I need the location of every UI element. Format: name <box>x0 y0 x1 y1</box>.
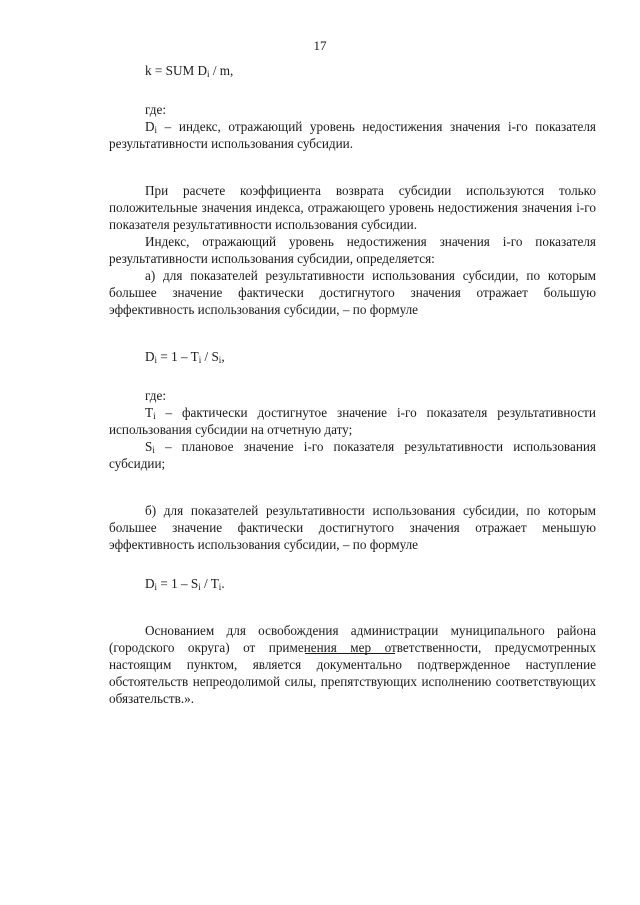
formula-b-sub: i <box>198 582 201 592</box>
formula-k-rhs: / m, <box>209 63 234 78</box>
formula-k-lhs: k = SUM D <box>145 63 208 78</box>
formula-b-sub: i <box>154 582 158 592</box>
def-d-symbol: D <box>145 119 155 134</box>
formula-a-part: / S <box>201 349 219 364</box>
page-number: 17 <box>313 38 327 53</box>
formula-b-part: . <box>221 576 225 591</box>
formula-a-sub: i <box>198 355 202 365</box>
formula-a-sub: i <box>218 355 222 365</box>
closing-rule <box>305 653 395 654</box>
def-s-symbol: S <box>145 439 153 454</box>
definition-d <box>109 118 596 152</box>
formula-a-part: = 1 – T <box>157 349 199 364</box>
formula-b-part: = 1 – S <box>157 576 199 591</box>
def-s-sub: i <box>152 445 155 455</box>
where-label-1: где: <box>145 102 166 117</box>
paragraph-positive-values: При расчете коэффициента возврата субсидии используются только положительные значения индекса, отражающего уровень недостижения значения i-го показателя результативности использования субсидии. <box>109 183 596 232</box>
formula-a-part: D <box>145 349 155 364</box>
case-b-paragraph: б) для показателей результативности использования субсидии, по которым большее значение фактически достигнутого значения отражает меньшую эффективность использования субсидии, – по формуле <box>109 503 596 552</box>
paragraph-index-definition: Индекс, отражающий уровень недостижения значения i-го показателя результативности использования субсидии, определяется: <box>109 234 596 266</box>
definition-s <box>109 438 596 472</box>
formula-b-sub: i <box>218 582 222 592</box>
where-label-2: где: <box>145 388 166 403</box>
def-t-sub: i <box>153 411 156 421</box>
formula-a <box>109 348 596 365</box>
formula-k-sub: i <box>207 69 210 79</box>
def-s-text: – плановое значение i-го показателя результативности использования субсидии; <box>109 439 596 471</box>
formula-b-part: / T <box>200 576 219 591</box>
paragraph-basis-exemption: Основанием для освобождения администрации муниципального района (городского округа) от применения мер ответственности, предусмотренных настоящим пунктом, является документально подтвержденное наступление обстоятельств непреодолимой силы, препятствующих исполнению соответствующих обязательств.». <box>109 623 596 706</box>
formula-b <box>109 575 596 592</box>
document-body <box>109 62 596 707</box>
def-t-text: – фактически достигнутое значение i-го показателя результативности использования субсидии на отчетную дату; <box>109 405 596 437</box>
formula-a-part: , <box>221 349 225 364</box>
formula-a-sub: i <box>154 355 158 365</box>
formula-b-part: D <box>145 576 155 591</box>
formula-k <box>109 62 596 79</box>
def-d-sub: i <box>154 125 158 135</box>
definition-t <box>109 404 596 438</box>
def-t-symbol: T <box>145 405 154 420</box>
case-a-paragraph: а) для показателей результативности использования субсидии, по которым большее значение фактически достигнутого значения отражает большую эффективность использования субсидии, – по формуле <box>109 268 596 317</box>
def-d-text: – индекс, отражающий уровень недостижения значения i-го показателя результативности использования субсидии. <box>109 119 596 151</box>
